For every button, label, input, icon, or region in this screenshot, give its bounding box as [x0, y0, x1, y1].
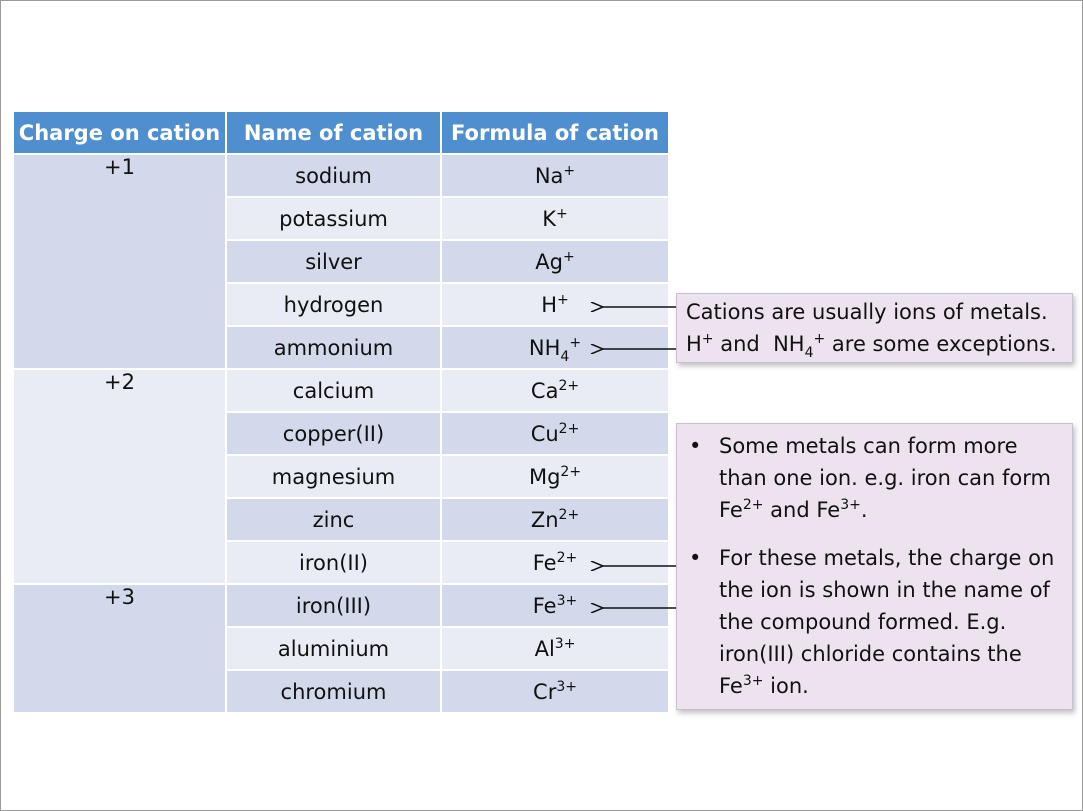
table-row	[13, 369, 669, 412]
cation-formula-cell: Ag+	[441, 240, 669, 283]
cation-formula-cell: $NH_4^+$	[441, 326, 669, 369]
table-row	[13, 154, 669, 197]
cation-formula-cell: $Cr^{3+}$	[441, 670, 669, 713]
table-row	[13, 584, 669, 627]
cation-table	[12, 110, 670, 714]
cation-name-cell: sodium	[226, 154, 441, 197]
charge-cell: +3	[13, 584, 226, 713]
cation-formula-cell: $Mg^{2+}$	[441, 455, 669, 498]
cation-formula-cell: $Al^{3+}$	[441, 627, 669, 670]
bullet-charge-in-name: • For these metals, the charge on the ion is shown in the name of the compound formed. E.g. iron(III) chloride contains the $Fe^{3+}$ ion.	[685, 542, 1062, 702]
cation-formula-cell: H+	[441, 283, 669, 326]
header-charge: Charge on cation	[13, 111, 226, 154]
cation-formula-cell: $Zn^{2+}$	[441, 498, 669, 541]
header-formula: Formula of cation	[441, 111, 669, 154]
cation-formula-cell: K+	[441, 197, 669, 240]
cation-name-cell: zinc	[226, 498, 441, 541]
table-header-row	[13, 111, 669, 154]
cation-formula-cell: $Fe^{3+}$	[441, 584, 669, 627]
cation-name-cell: iron(II)	[226, 541, 441, 584]
cation-name-cell: calcium	[226, 369, 441, 412]
header-name: Name of cation	[226, 111, 441, 154]
cation-formula-cell: Na+	[441, 154, 669, 197]
cation-name-cell: chromium	[226, 670, 441, 713]
cation-formula-cell: $Ca^{2+}$	[441, 369, 669, 412]
cation-formula-cell: $Fe^{2+}$	[441, 541, 669, 584]
cation-name-cell: ammonium	[226, 326, 441, 369]
note-cations-metals	[676, 293, 1073, 363]
cation-name-cell: copper(II)	[226, 412, 441, 455]
charge-cell: +2	[13, 369, 226, 584]
cation-name-cell: silver	[226, 240, 441, 283]
note1-line1: Cations are usually ions of metals.	[686, 300, 1048, 324]
bullet-more-than-one-ion: • Some metals can form more than one ion. e.g. iron can form $Fe^{2+}$ and $Fe^{3+}$.	[685, 430, 1062, 526]
charge-cell: +1	[13, 154, 226, 369]
cation-name-cell: magnesium	[226, 455, 441, 498]
cation-name-cell: aluminium	[226, 627, 441, 670]
cation-name-cell: potassium	[226, 197, 441, 240]
cation-name-cell: hydrogen	[226, 283, 441, 326]
cation-formula-cell: $Cu^{2+}$	[441, 412, 669, 455]
cation-name-cell: iron(III)	[226, 584, 441, 627]
note-variable-charge	[676, 423, 1073, 710]
note1-line2: H+ and $NH_4^+$ are some exceptions.	[686, 331, 1057, 361]
